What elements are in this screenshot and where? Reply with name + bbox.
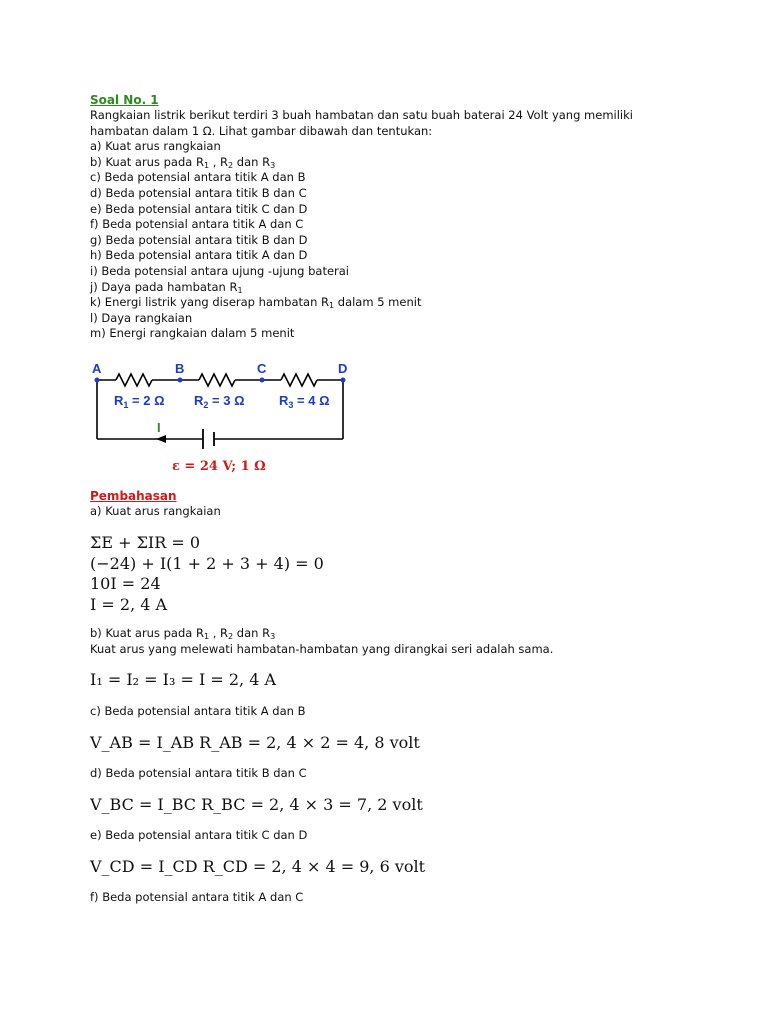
- math-a-line-4: I = 2, 4 A: [90, 594, 168, 614]
- question-list: [90, 139, 710, 342]
- solution-section: [90, 488, 730, 520]
- resistor-r1-label: $R_1 = 2$ Ω: [114, 393, 165, 410]
- solution-e-label: e) Beda potensial antara titik C dan D: [90, 828, 308, 842]
- solution-b-label: b) Kuat arus pada $R_1$ , $R_2$ dan $R_3$: [90, 626, 276, 641]
- solution-c-math: V_AB = I_AB R_AB = 2, 4 × 2 = 4, 8 volt: [90, 733, 420, 752]
- resistor-r3-label: $R_3 = 4$ Ω: [279, 393, 330, 410]
- circuit-diagram: [90, 360, 360, 478]
- resistor-r2-label: $R_2 = 3$ Ω: [194, 393, 245, 410]
- node-label-d: D: [338, 361, 348, 376]
- solution-d-math: V_BC = I_BC R_BC = 2, 4 × 3 = 7, 2 volt: [90, 795, 423, 814]
- question-item: l) Daya rangkaian: [90, 310, 193, 325]
- solution-b-math: I₁ = I₂ = I₃ = I = 2, 4 A: [90, 670, 277, 689]
- question-item: a) Kuat arus rangkaian: [90, 139, 221, 154]
- node-dot-b: [178, 378, 183, 383]
- resistor-r1-symbol: [116, 374, 152, 386]
- node-label-b: B: [175, 361, 185, 376]
- question-item: f) Beda potensial antara titik A dan C: [90, 217, 304, 232]
- solution-b-text: Kuat arus yang melewati hambatan-hambatan yang dirangkai seri adalah sama.: [90, 641, 554, 656]
- current-arrow-icon: [156, 435, 166, 443]
- battery-label: ε = 24 V; 1 Ω: [172, 459, 266, 474]
- math-a-line-2: (−24) + I(1 + 2 + 3 + 4) = 0: [90, 553, 324, 573]
- question-item: k) Energi listrik yang diserap hambatan $R_1$ dalam 5 menit: [90, 295, 422, 311]
- question-item: i) Beda potensial antara ujung -ujung baterai: [90, 263, 350, 278]
- math-a-line-3: 10I = 24: [90, 574, 161, 593]
- problem-title: Soal No. 1: [90, 93, 159, 107]
- solution-d-label: d) Beda potensial antara titik B dan C: [90, 766, 307, 780]
- math-a-line-1: ΣE + ΣIR = 0: [90, 533, 201, 552]
- question-item: m) Energi rangkaian dalam 5 menit: [90, 326, 295, 341]
- resistor-r2-symbol: [199, 374, 235, 386]
- current-label: I: [157, 420, 161, 435]
- solution-a-label: a) Kuat arus rangkaian: [90, 504, 221, 518]
- solution-f-label: f) Beda potensial antara titik A dan C: [90, 890, 304, 904]
- solution-b: [90, 626, 553, 657]
- solution-e-math: V_CD = I_CD R_CD = 2, 4 × 4 = 9, 6 volt: [90, 857, 426, 876]
- intro-line-2: hambatan dalam 1 Ω. Lihat gambar dibawah dan tentukan:: [90, 123, 433, 138]
- node-dot-a: [95, 378, 100, 383]
- node-label-a: A: [92, 361, 102, 376]
- node-dot-c: [260, 378, 265, 383]
- question-item: d) Beda potensial antara titik B dan C: [90, 185, 307, 200]
- question-item: b) Kuat arus pada $R_1$ , $R_2$ dan $R_3$: [90, 154, 276, 170]
- question-item: g) Beda potensial antara titik B dan D: [90, 232, 308, 247]
- node-dot-d: [341, 378, 346, 383]
- question-item: c) Beda potensial antara titik A dan B: [90, 170, 306, 185]
- question-item: j) Daya pada hambatan $R_1$: [90, 279, 243, 295]
- solution-a-math: [90, 533, 324, 615]
- node-label-c: C: [257, 361, 267, 376]
- solution-c-label: c) Beda potensial antara titik A dan B: [90, 704, 306, 718]
- question-item: e) Beda potensial antara titik C dan D: [90, 201, 308, 216]
- resistor-r3-symbol: [281, 374, 317, 386]
- intro-line-1: Rangkaian listrik berikut terdiri 3 buah hambatan dan satu buah baterai 24 Volt yang memiliki: [90, 108, 633, 122]
- solution-title: Pembahasan: [90, 489, 177, 503]
- question-item: h) Beda potensial antara titik A dan D: [90, 248, 308, 263]
- problem-section: [90, 92, 710, 342]
